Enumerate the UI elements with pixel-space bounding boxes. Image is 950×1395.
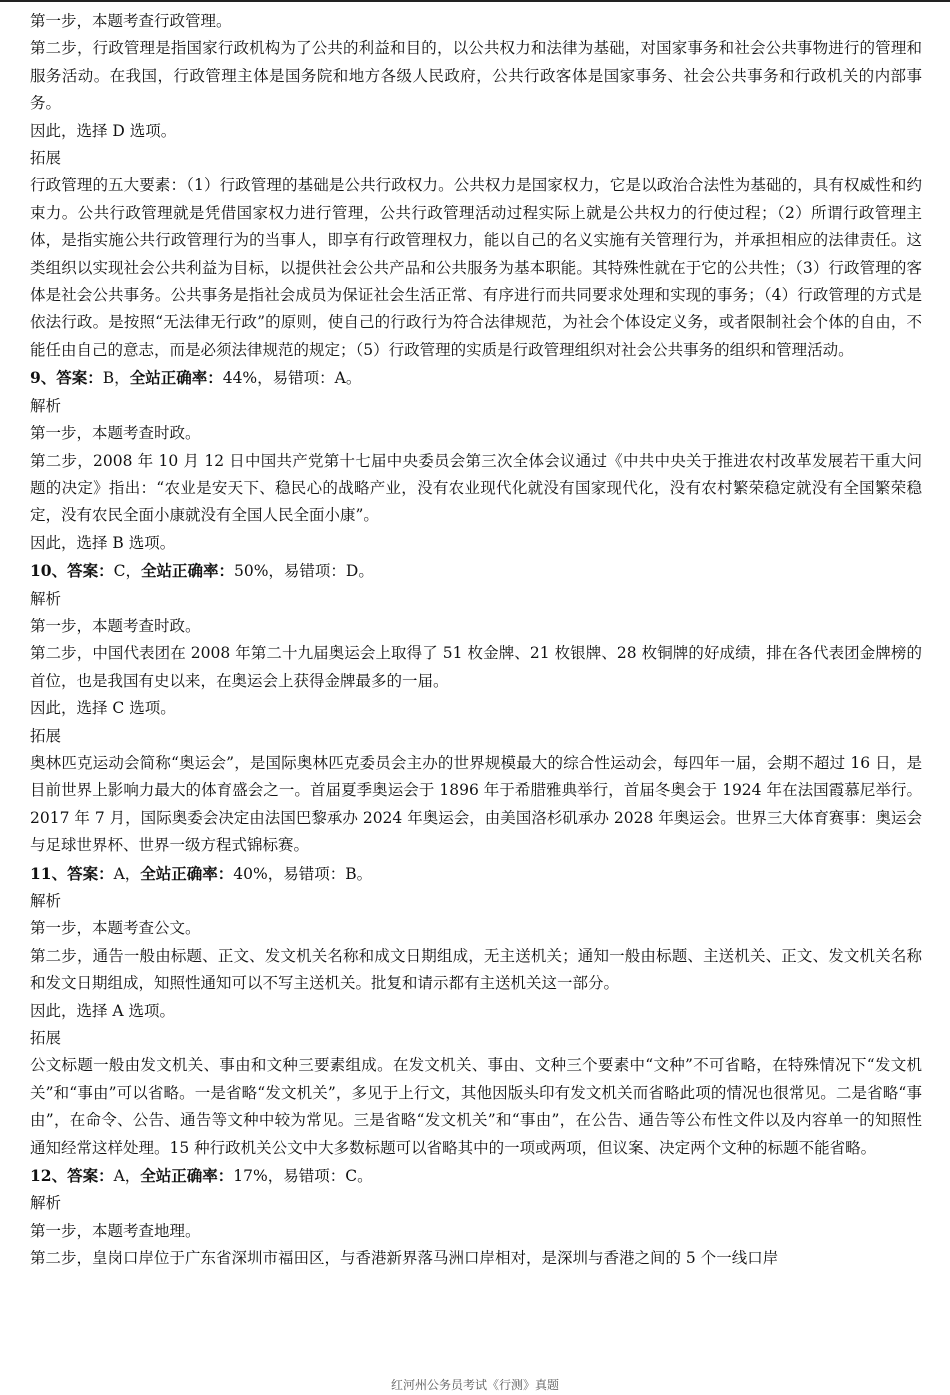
q9-head: 9、答案： xyxy=(30,368,103,388)
q9-answer: B， xyxy=(102,369,130,388)
q12-rest: 17%，易错项：C。 xyxy=(233,1167,373,1186)
q12-step2: 第二步，皇岗口岸位于广东省深圳市福田区，与香港新界落马洲口岸相对，是深圳与香港之间的 5 个一线口岸 xyxy=(30,1249,779,1268)
q11-answer-line xyxy=(30,860,922,888)
q8-step2: 第二步，行政管理是指国家行政机构为了公共的利益和目的，以公共权力和法律为基础，对国家事务和社会公共事物进行的管理和服务活动。在我国，行政管理主体是国务院和地方各级人民政府，公共行政客体是国家事务、社会公共事务和行政机关的内部事务。 xyxy=(30,39,922,113)
q10-step2: 第二步，中国代表团在 2008 年第二十九届奥运会上取得了 51 枚金牌、21 枚银牌、28 枚铜牌的好成绩，排在各代表团金牌榜的首位，也是我国有史以来，在奥运会上获得金牌最多的一届。 xyxy=(30,644,922,690)
q12-rate-label: 全站正确率： xyxy=(140,1166,234,1186)
q8-extend-label: 拓展 xyxy=(30,149,62,168)
q10-answer: C， xyxy=(113,562,141,581)
q12-answer-line xyxy=(30,1162,922,1190)
q11-answer: A， xyxy=(113,864,141,883)
q12-analysis-label: 解析 xyxy=(30,1194,62,1213)
q11-step2: 第二步，通告一般由标题、正文、发文机关名称和成文日期组成，无主送机关；通知一般由标题、主送机关、正文、发文机关名称和发文日期组成，知照性通知可以不写主送机关。批复和请示都有主送机关这一部分。 xyxy=(30,946,922,993)
q12-head: 12、答案： xyxy=(30,1166,114,1186)
q11-extend-label: 拓展 xyxy=(30,1029,62,1048)
q11-conclusion: 因此，选择 A 选项。 xyxy=(30,1001,176,1020)
q10-conclusion: 因此，选择 C 选项。 xyxy=(30,699,176,718)
q11-step1: 第一步，本题考查公文。 xyxy=(30,919,201,938)
q10-analysis-label: 解析 xyxy=(30,589,62,608)
q12-step1: 第一步，本题考查地理。 xyxy=(30,1221,201,1240)
q9-rate-label: 全站正确率： xyxy=(129,368,223,388)
q10-extend-text: 奥林匹克运动会简称“奥运会”，是国际奥林匹克委员会主办的世界规模最大的综合性运动会，每四年一届，会期不超过 16 日，是目前世界上影响力最大的体育盛会之一。首届夏季奥运会于 1896 年于希腊雅典举行，首届冬奥会于 1924 年在法国霞慕尼举行。2017 年 7 月，国际奥委会决定由法国巴黎承办 2024 年奥运会，由美国洛杉矶承办 2028 年奥运会。世界三大体育赛事：奥运会与足球世界杯、世界一级方程式锦标赛。 xyxy=(30,753,922,855)
q10-head: 10、答案： xyxy=(30,561,114,581)
q8-extend-text: 行政管理的五大要素：（1）行政管理的基础是公共行政权力。公共权力是国家权力，它是以政治合法性为基础的，具有权威性和约束力。公共行政管理就是凭借国家权力进行管理，公共行政管理活动过程实际上就是公共权力的行使过程；（2）所谓行政管理主体，是指实施公共行政管理行为的当事人，即享有行政管理权力，能以自己的名义实施有关管理行为，并承担相应的法律责任。这类组织以实现社会公共利益为目标，以提供社会公共产品和公共服务为基本职能。其特殊性就在于它的公共性；（3）行政管理的客体是社会公共事务。公共事务是指社会成员为保证社会生活正常、有序进行而共同要求处理和实现的事务；（4）行政管理的方式是依法行政。是按照“无法律无行政”的原则，使自己的行政行为符合法律规范，为社会个体设定义务，或者限制社会个体的自由，不能任由自己的意志，而是必须法律规范的规定；（5）行政管理的实质是行政管理组织对社会公共事务的组织和管理活动。 xyxy=(30,176,922,359)
q10-answer-line xyxy=(30,557,922,585)
q9-rest: 44%，易错项：A。 xyxy=(222,369,362,388)
q12-answer: A， xyxy=(113,1167,141,1186)
q8-conclusion: 因此，选择 D 选项。 xyxy=(30,121,177,140)
q10-step1: 第一步，本题考查时政。 xyxy=(30,616,201,635)
q9-step2: 第二步，2008 年 10 月 12 日中国共产党第十七届中央委员会第三次全体会议通过《中共中央关于推进农村改革发展若干重大问题的决定》指出：“农业是安天下、稳民心的战略产业，没有农业现代化就没有国家现代化，没有农村繁荣稳定就没有全国繁荣稳定，没有农民全面小康就没有全国人民全面小康”。 xyxy=(30,451,922,525)
q11-extend-text: 公文标题一般由发文机关、事由和文种三要素组成。在发文机关、事由、文种三个要素中“文种”不可省略，在特殊情况下“发文机关”和“事由”可以省略。一是省略“发文机关”，多见于上行文，其他因版头印有发文机关而省略此项的情况也很常见。二是省略“事由”，在命令、公告、通告等文种中较为常见。三是省略“发文机关”和“事由”，在公告、通告等公布性文件以及内容单一的知照性通知经常这样处理。15 种行政机关公文中大多数标题可以省略其中的一项或两项，但议案、决定两个文种的标题不能省略。 xyxy=(30,1056,922,1157)
q11-rate-label: 全站正确率： xyxy=(140,863,234,883)
document-page xyxy=(30,8,922,1273)
q10-rest: 50%，易错项：D。 xyxy=(233,562,374,581)
q9-step1: 第一步，本题考查时政。 xyxy=(30,424,201,443)
top-rule xyxy=(0,0,950,2)
q11-analysis-label: 解析 xyxy=(30,892,62,910)
q9-answer-line xyxy=(30,364,922,392)
q10-extend-label: 拓展 xyxy=(30,726,62,745)
q9-analysis-label: 解析 xyxy=(30,396,62,415)
q9-conclusion: 因此，选择 B 选项。 xyxy=(30,533,176,552)
page-footer: 红河州公务员考试《行测》真题 xyxy=(390,1378,559,1392)
q8-step1: 第一步，本题考查行政管理。 xyxy=(30,12,232,30)
q11-head: 11、答案： xyxy=(30,863,114,883)
q11-rest: 40%，易错项：B。 xyxy=(233,864,373,883)
q10-rate-label: 全站正确率： xyxy=(140,561,234,581)
